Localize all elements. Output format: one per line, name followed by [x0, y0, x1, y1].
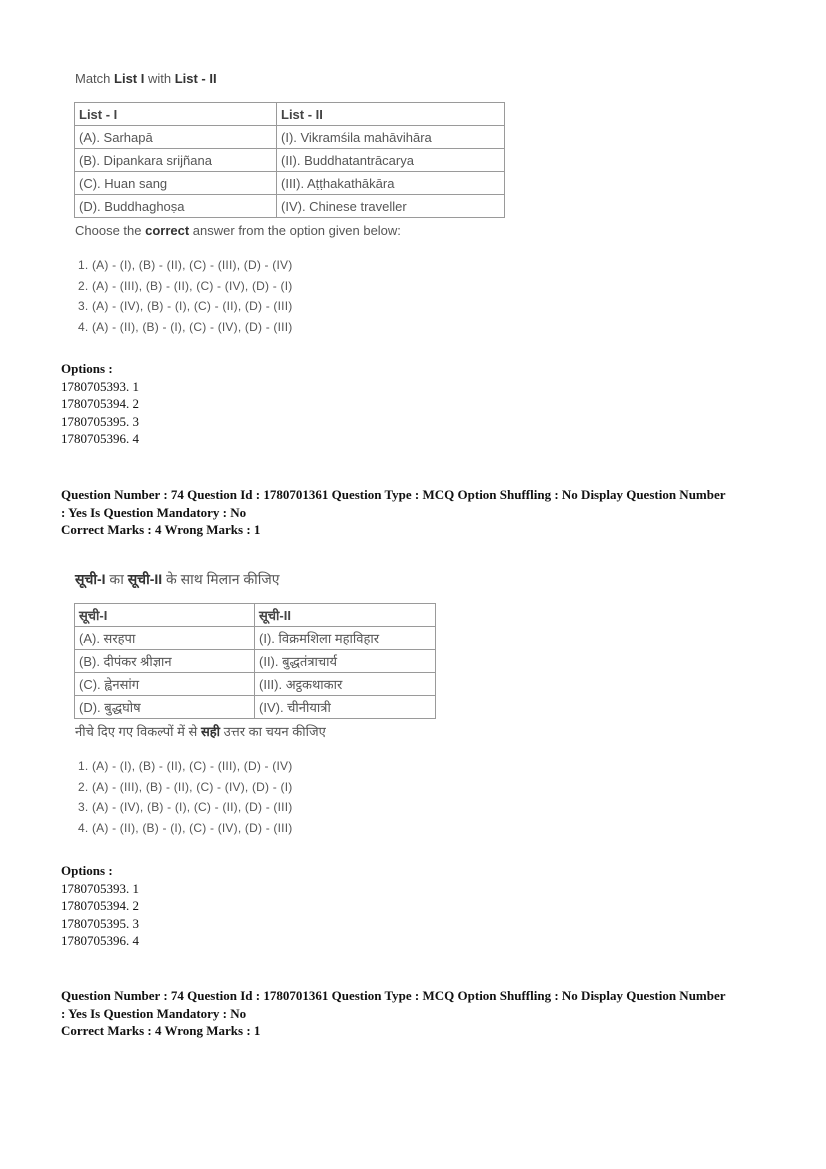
q1-options	[61, 360, 139, 448]
table-row	[75, 696, 436, 719]
question-meta-line: Question Number : 74 Question Id : 1780701361 Question Type : MCQ Option Shuffling : No Display Question Number	[61, 487, 726, 502]
list-item: 4. (A) - (II), (B) - (I), (C) - (IV), (D) - (III)	[78, 319, 293, 334]
option-item: 1780705393. 1	[61, 378, 139, 394]
table-cell: (B). दीपंकर श्रीज्ञान	[75, 650, 255, 673]
q2-options	[61, 862, 139, 950]
q1-choose-prefix: Choose the	[75, 223, 146, 238]
q1-answer-list	[78, 255, 292, 337]
list-item: 1. (A) - (I), (B) - (II), (C) - (III), (D) - (IV)	[78, 759, 293, 773]
q1-intro-list1: List I	[114, 71, 145, 86]
list-item: 2. (A) - (III), (B) - (II), (C) - (IV), (D) - (I)	[78, 779, 293, 794]
question-meta-line: : Yes Is Question Mandatory : No	[61, 1005, 247, 1021]
q2-intro-mid: का	[105, 571, 128, 587]
q1-match-table-wrap	[74, 102, 505, 218]
table-cell: (II). Buddhatantrācarya	[277, 149, 505, 172]
table-cell: (I). Vikramśila mahāvihāra	[277, 126, 505, 149]
q2-match-table	[74, 603, 436, 719]
table-header: सूची-II	[255, 604, 436, 627]
q2-choose-suffix: उत्तर का चयन कीजिए	[220, 724, 326, 739]
list-item: 4. (A) - (II), (B) - (I), (C) - (IV), (D) - (III)	[78, 820, 293, 835]
q1-intro-prefix: Match	[75, 71, 115, 86]
table-cell: (D). बुद्धघोष	[75, 696, 255, 719]
option-item: 1780705393. 1	[61, 880, 139, 896]
q1-intro-mid: with	[144, 71, 175, 86]
option-item: 1780705396. 4	[61, 933, 139, 948]
option-item: 1780705395. 3	[61, 413, 139, 429]
q2-intro-list1: सूची-I	[75, 571, 106, 587]
option-item: 1780705394. 2	[61, 898, 139, 913]
table-cell: (IV). चीनीयात्री	[255, 696, 436, 719]
table-cell: (C). ह्वेनसांग	[75, 673, 255, 696]
list-item: 3. (A) - (IV), (B) - (I), (C) - (II), (D) - (III)	[78, 800, 293, 814]
table-header-row	[75, 103, 505, 126]
table-cell: (C). Huan sang	[75, 172, 277, 195]
question-meta	[61, 486, 773, 539]
q1-match-table	[74, 102, 505, 218]
option-item: 1780705395. 3	[61, 915, 139, 931]
q2-choose-bold: सही	[200, 724, 221, 739]
q2-choose-instruction	[75, 722, 326, 740]
list-item: 2. (A) - (III), (B) - (II), (C) - (IV), (D) - (I)	[78, 278, 293, 293]
table-header-row	[75, 604, 436, 627]
table-row	[75, 627, 436, 650]
question-meta-line: : Yes Is Question Mandatory : No	[61, 504, 247, 520]
table-cell: (B). Dipankara srijñana	[75, 149, 277, 172]
q2-intro-suffix: के साथ मिलान कीजिए	[162, 571, 280, 587]
table-cell: (II). बुद्धतंत्राचार्य	[255, 650, 436, 673]
table-header: List - II	[277, 103, 505, 126]
table-row	[75, 650, 436, 673]
list-item: 1. (A) - (I), (B) - (II), (C) - (III), (D) - (IV)	[78, 258, 293, 272]
table-cell: (III). अट्ठकथाकार	[255, 673, 436, 696]
q2-intro	[75, 570, 280, 589]
table-cell: (III). Aṭṭhakathākāra	[277, 172, 505, 195]
table-cell: (A). सरहपा	[75, 627, 255, 650]
q1-choose-instruction	[75, 223, 401, 238]
question-meta	[61, 987, 773, 1040]
q1-choose-suffix: answer from the option given below:	[189, 223, 401, 238]
list-item: 3. (A) - (IV), (B) - (I), (C) - (II), (D) - (III)	[78, 299, 293, 313]
options-label: Options :	[61, 863, 113, 878]
table-cell: (A). Sarhapā	[75, 126, 277, 149]
q2-intro-list2: सूची-II	[127, 571, 163, 587]
options-label: Options :	[61, 361, 113, 376]
table-row	[75, 126, 505, 149]
table-header: List - I	[75, 103, 277, 126]
q1-intro-list2: List - II	[174, 71, 217, 86]
table-cell: (IV). Chinese traveller	[277, 195, 505, 218]
table-row	[75, 195, 505, 218]
q2-answer-list	[78, 756, 292, 838]
table-header: सूची-I	[75, 604, 255, 627]
marks-line: Correct Marks : 4 Wrong Marks : 1	[61, 522, 261, 537]
option-item: 1780705396. 4	[61, 431, 139, 446]
q2-match-table-wrap	[74, 603, 436, 719]
q1-choose-bold: correct	[145, 223, 190, 238]
question-meta-line: Question Number : 74 Question Id : 1780701361 Question Type : MCQ Option Shuffling : No Display Question Number	[61, 988, 726, 1003]
marks-line: Correct Marks : 4 Wrong Marks : 1	[61, 1023, 261, 1038]
table-row	[75, 149, 505, 172]
table-row	[75, 673, 436, 696]
q1-intro	[75, 71, 217, 86]
table-cell: (I). विक्रमशिला महाविहार	[255, 627, 436, 650]
option-item: 1780705394. 2	[61, 396, 139, 411]
table-row	[75, 172, 505, 195]
table-cell: (D). Buddhaghoṣa	[75, 195, 277, 218]
q2-choose-prefix: नीचे दिए गए विकल्पों में से	[75, 724, 201, 739]
